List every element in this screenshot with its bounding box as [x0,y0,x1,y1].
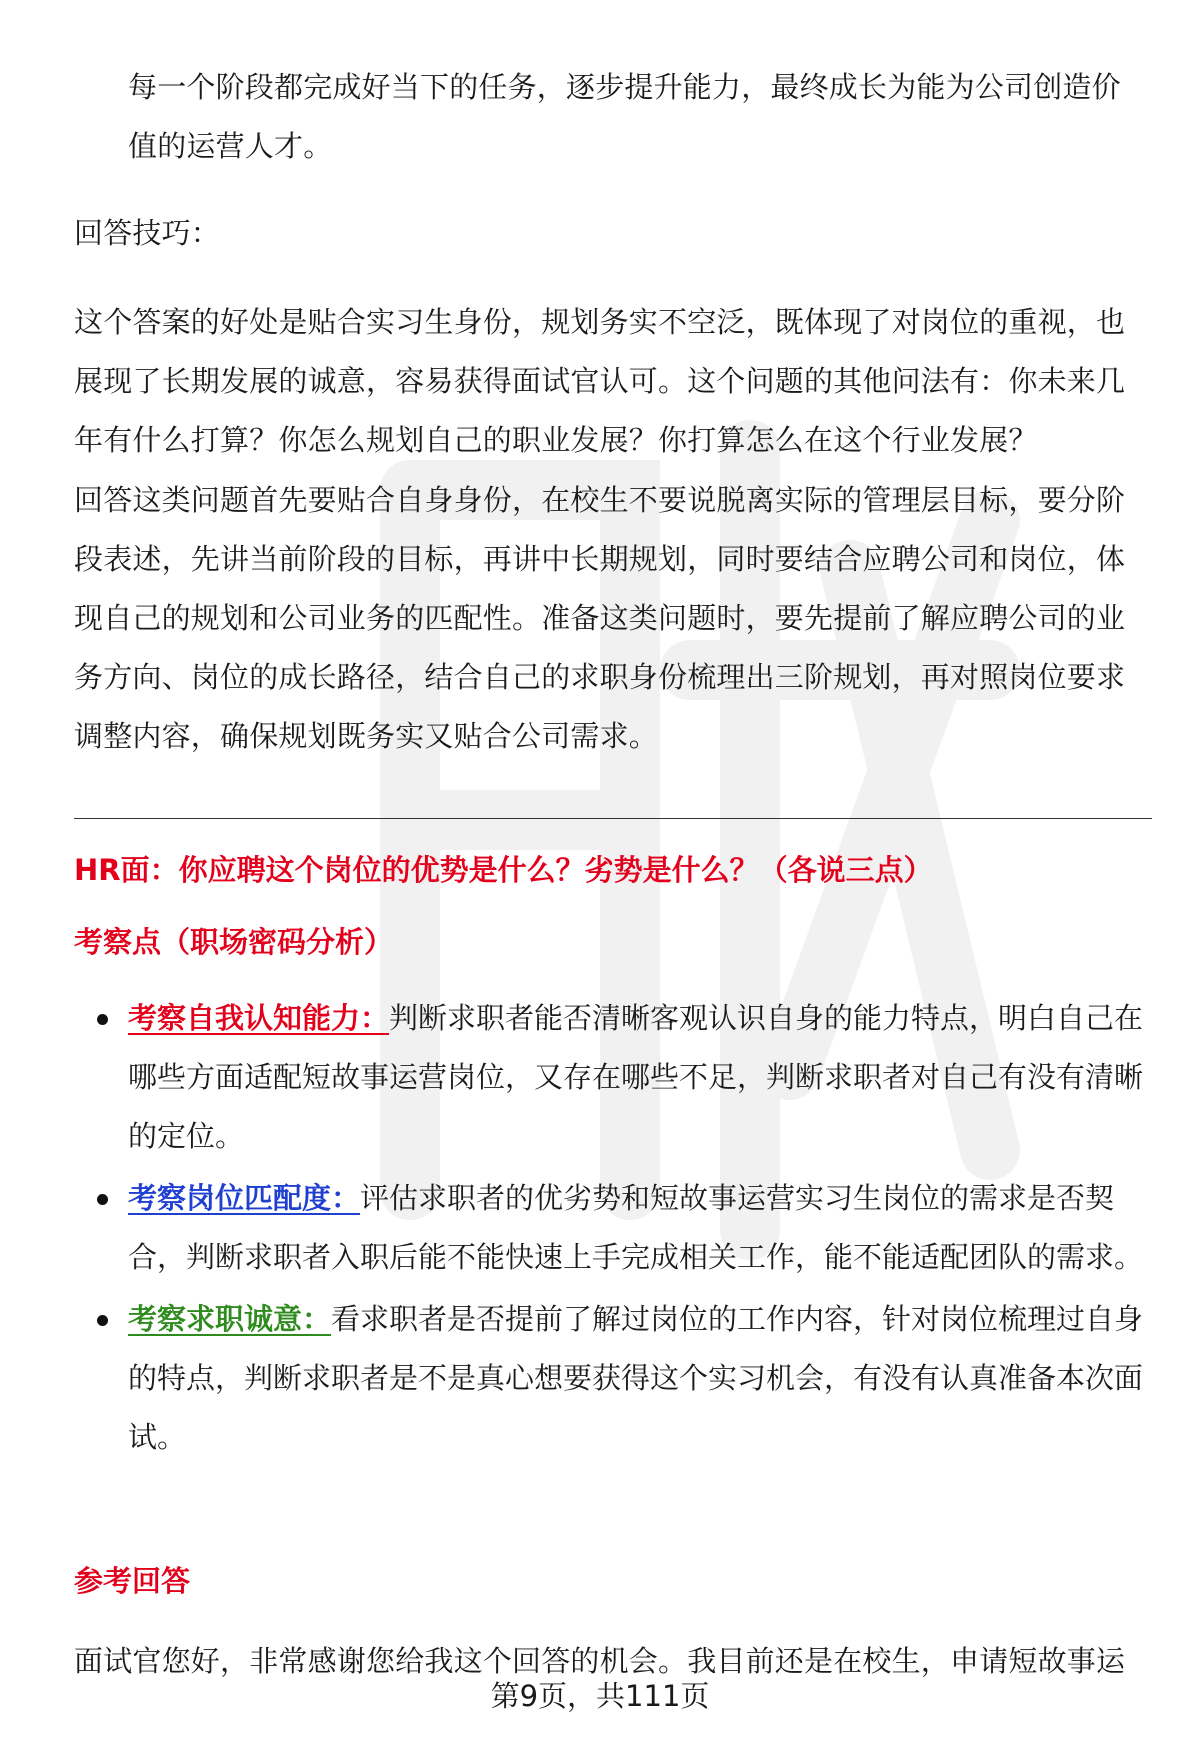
analysis-text: 评估求职者的优劣势和短故事运营实习生岗位的需求是否契合，判断求职者入职后能不能快速上手完成相关工作，能不能适配团队的需求。 [128,1181,1144,1274]
bullet-icon [97,1014,108,1025]
reference-paragraph: 面试官您好，非常感谢您给我这个回答的机会。我目前还是在校生，申请短故事运 [74,1644,1126,1678]
bullet-icon [97,1315,108,1326]
list-item [74,1169,1152,1287]
analysis-keyword: 考察求职诚意： [128,1302,332,1336]
analysis-list [74,989,1152,1470]
list-item [74,989,1152,1166]
list-item [74,1290,1152,1467]
analysis-heading: 考察点（职场密码分析） [74,925,394,959]
analysis-keyword: 考察岗位匹配度： [128,1181,361,1215]
page-footer: 第9页，共111页 [490,1679,710,1713]
intro-paragraph: 每一个阶段都完成好当下的任务，逐步提升能力，最终成长为能为公司创造价值的运营人才。 [128,70,1121,163]
question-heading: HR面：你应聘这个岗位的优势是什么？劣势是什么？（各说三点） [74,853,933,887]
analysis-keyword: 考察自我认知能力： [128,1001,390,1035]
tips-paragraph-2: 回答这类问题首先要贴合自身身份，在校生不要说脱离实际的管理层目标，要分阶段表述，先讲当前阶段的目标，再讲中长期规划，同时要结合应聘公司和岗位，体现自己的规划和公司业务的匹配性。准备这类问题时，要先提前了解应聘公司的业务方向、岗位的成长路径，结合自己的求职身份梳理出三阶规划，再对照岗位要求调整内容，确保规划既务实又贴合公司需求。 [74,483,1126,753]
reference-heading: 参考回答 [74,1564,191,1598]
analysis-text: 看求职者是否提前了解过岗位的工作内容，针对岗位梳理过自身的特点，判断求职者是不是真心想要获得这个实习机会，有没有认真准备本次面试。 [128,1302,1144,1454]
section-divider [74,818,1152,819]
bullet-icon [97,1194,108,1205]
analysis-text: 判断求职者能否清晰客观认识自身的能力特点，明白自己在哪些方面适配短故事运营岗位，又存在哪些不足，判断求职者对自己有没有清晰的定位。 [128,1001,1144,1153]
tips-label: 回答技巧： [74,216,221,250]
tips-paragraph-1: 这个答案的好处是贴合实习生身份，规划务实不空泛，既体现了对岗位的重视，也展现了长期发展的诚意，容易获得面试官认可。这个问题的其他问法有：你未来几年有什么打算？你怎么规划自己的职业发展？你打算怎么在这个行业发展？ [74,305,1126,457]
